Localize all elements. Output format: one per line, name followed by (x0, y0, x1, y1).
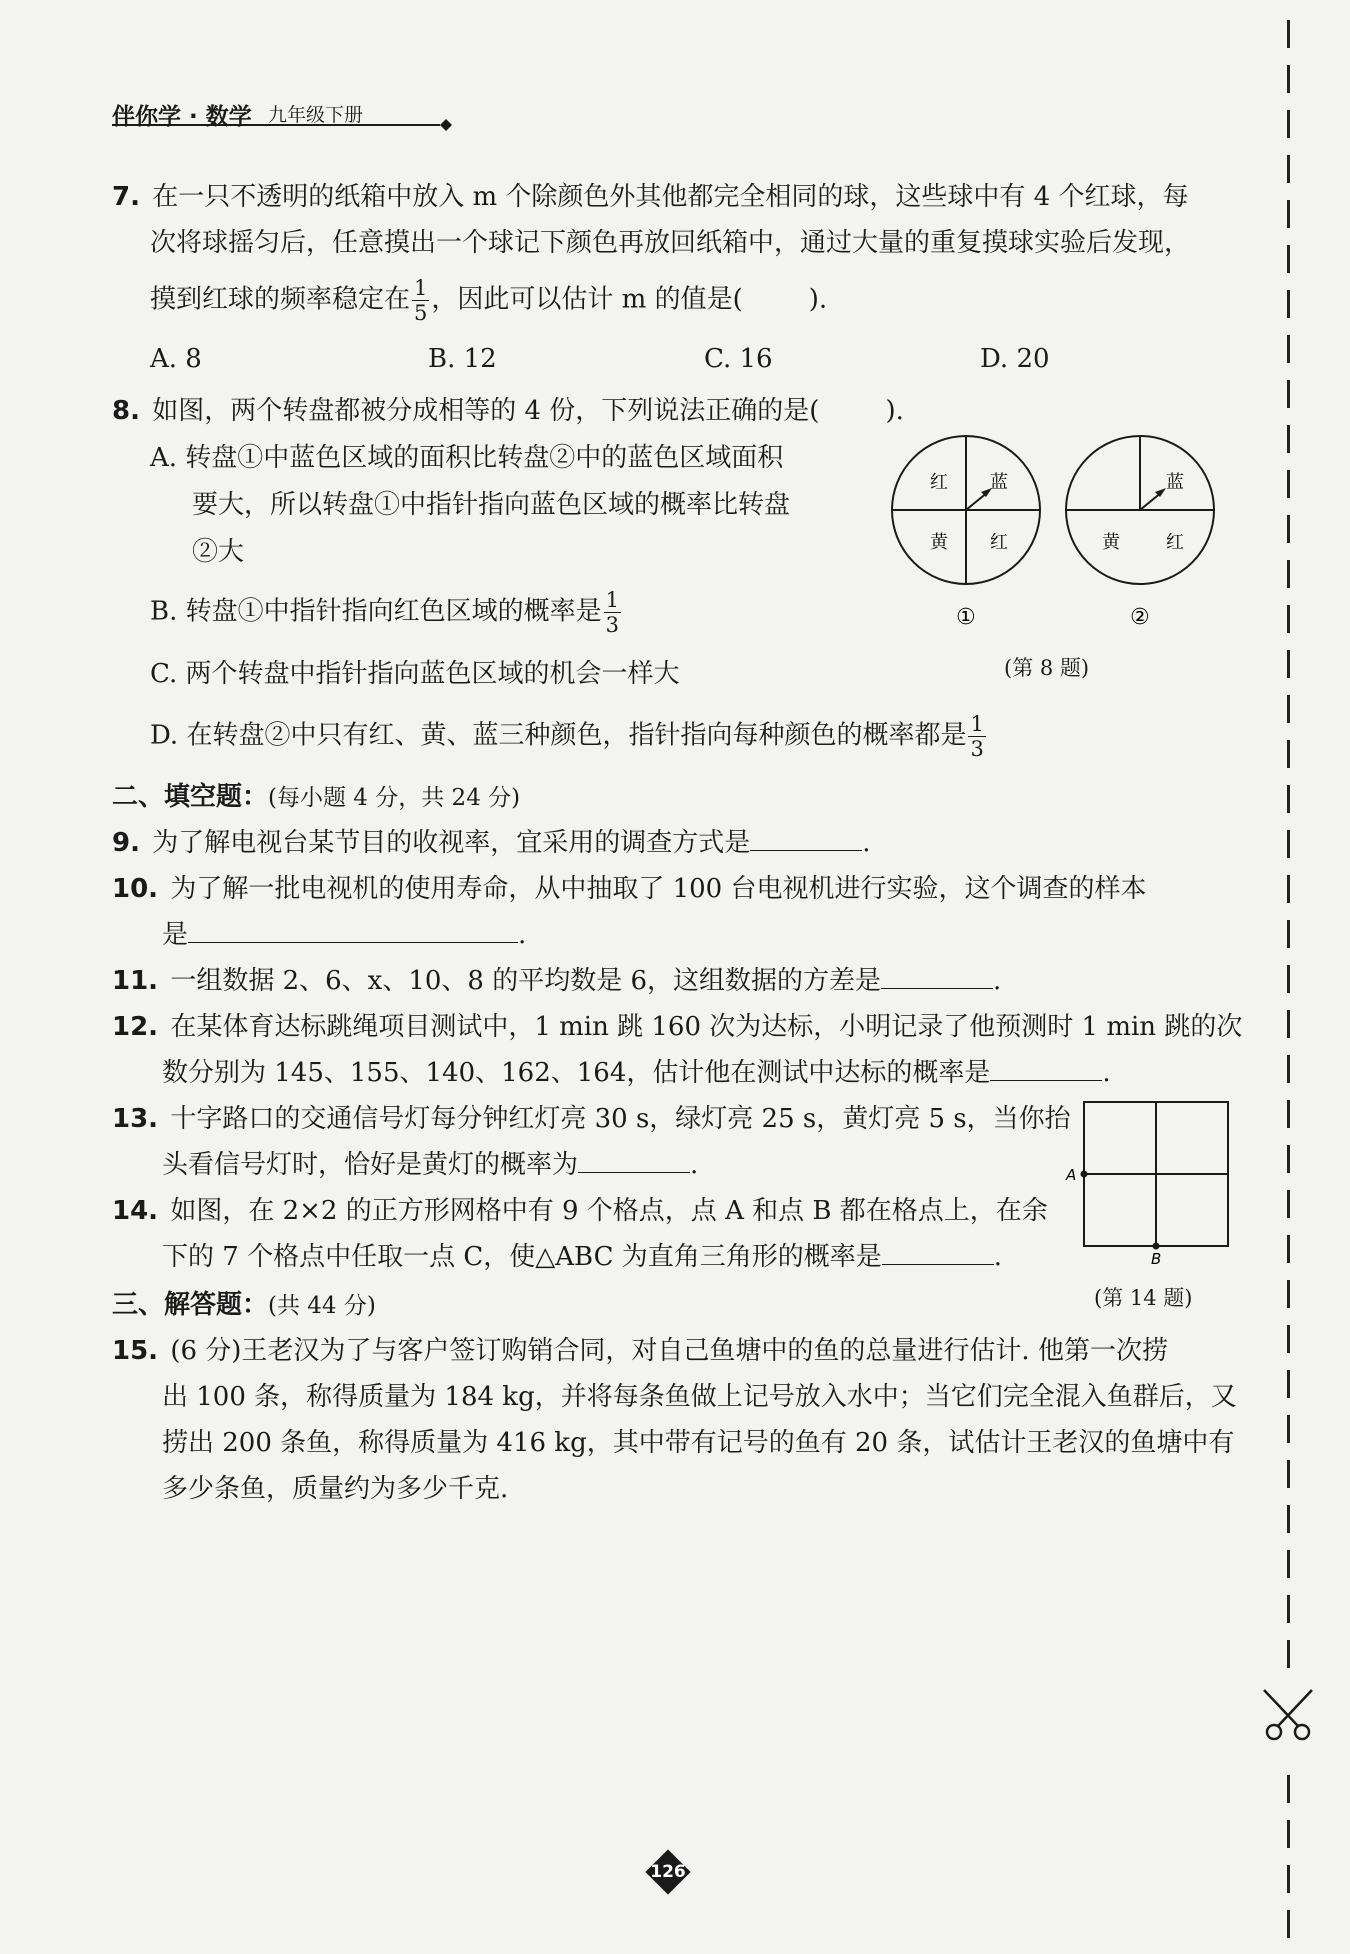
cut-line-segment (1287, 1010, 1290, 1038)
question-number: 14. (112, 1196, 159, 1226)
question-7-line-1: 7. 在一只不透明的纸箱中放入 m 个除颜色外其他都完全相同的球，这些球中有 4 个红球，每 (112, 182, 1189, 212)
question-13-line-2: 头看信号灯时，恰好是黄灯的概率为 . (162, 1144, 698, 1181)
book-title: 伴你学 · 数学 (112, 104, 252, 130)
answer-blank[interactable] (881, 962, 993, 989)
cut-line-segment (1287, 1460, 1290, 1488)
q8-option-a-line-2: 要大，所以转盘①中指针指向蓝色区域的概率比转盘 (192, 490, 791, 520)
cut-line-segment (1287, 1145, 1290, 1173)
question-15-line-1: 15. (6 分)王老汉为了与客户签订购销合同，对自己鱼塘中的鱼的总量进行估计. 他第一次捞 (112, 1336, 1168, 1366)
cut-line-segment (1287, 515, 1290, 543)
spinner-2-caption: ② (1130, 605, 1150, 630)
q7-option-d: D. 20 (980, 344, 1050, 374)
cut-line-segment (1287, 380, 1290, 408)
point-a (1081, 1171, 1088, 1178)
cut-line-segment (1287, 20, 1290, 48)
cut-line-segment (1287, 875, 1290, 903)
cut-line-segment (1287, 1640, 1290, 1668)
cut-line-segment (1287, 1100, 1290, 1128)
cut-line-segment (1287, 920, 1290, 948)
spinner-1-label-bottom-left: 黄 (930, 532, 948, 553)
cut-line-segment (1287, 1505, 1290, 1533)
spinner-2 (1066, 436, 1214, 584)
question-9: 9. 为了解电视台某节目的收视率，宜采用的调查方式是 . (112, 822, 871, 859)
header-underline (112, 118, 452, 134)
spinner-2-label-bottom-left: 黄 (1102, 532, 1120, 553)
spinner-1-label-top-right: 蓝 (990, 472, 1008, 493)
q8-option-a-line-3: ②大 (192, 537, 245, 567)
point-a-label: A (1066, 1166, 1077, 1184)
cut-line-segment (1287, 1910, 1290, 1938)
page-number: 126 (650, 1862, 686, 1882)
cut-line-segment (1287, 425, 1290, 453)
fraction: $\frac{1}{3}$ (605, 588, 620, 638)
question-number: 9. (112, 828, 140, 858)
question-13-line-1: 13. 十字路口的交通信号灯每分钟红灯亮 30 s，绿灯亮 25 s，黄灯亮 5 s，当你抬 (112, 1104, 1071, 1134)
question-15-line-3: 捞出 200 条鱼，称得质量为 416 kg，其中带有记号的鱼有 20 条，试估计王老汉的鱼塘中有 (162, 1428, 1235, 1458)
question-10-line-2: 是 . (162, 914, 526, 951)
cut-line-segment (1287, 650, 1290, 678)
cut-line-segment (1287, 200, 1290, 228)
spinner-2-label-bottom-right: 红 (1166, 532, 1184, 553)
q7-option-b: B. 12 (428, 344, 497, 374)
cut-line-segment (1287, 740, 1290, 768)
question-11: 11. 一组数据 2、6、x、10、8 的平均数是 6，这组数据的方差是 . (112, 960, 1001, 997)
grid-figure (1058, 1096, 1238, 1266)
q8-option-a-line-1: A. 转盘①中蓝色区域的面积比转盘②中的蓝色区域面积 (150, 443, 784, 473)
section-3-heading: 三、解答题：(共 44 分) (112, 1290, 376, 1320)
cut-line-segment (1287, 1595, 1290, 1623)
cut-line-segment (1287, 1370, 1290, 1398)
question-14-line-2: 下的 7 个格点中任取一点 C，使△ABC 为直角三角形的概率是 . (162, 1236, 1002, 1273)
question-10-line-1: 10. 为了解一批电视机的使用寿命，从中抽取了 100 台电视机进行实验，这个调查的样本 (112, 874, 1147, 904)
cut-line-segment (1287, 1415, 1290, 1443)
answer-blank[interactable] (990, 1054, 1102, 1081)
cut-line-segment (1287, 1820, 1290, 1848)
question-number: 13. (112, 1104, 159, 1134)
answer-blank[interactable] (750, 824, 862, 851)
question-12-line-2: 数分别为 145、155、140、162、164，估计他在测试中达标的概率是 . (162, 1052, 1111, 1089)
q8-option-d: D. 在转盘②中只有红、黄、蓝三种颜色，指针指向每种颜色的概率都是 $\frac{1}{3}$ (150, 712, 984, 762)
answer-blank[interactable] (882, 1238, 994, 1265)
fraction: $\frac{1}{3}$ (970, 712, 984, 762)
question-7-line-3: 摸到红球的频率稳定在 $\frac{1}{5}$ ，因此可以估计 m 的值是( ). (150, 276, 828, 326)
cut-line-segment (1287, 1190, 1290, 1218)
answer-blank[interactable] (578, 1146, 690, 1173)
section-2-heading: 二、填空题：(每小题 4 分，共 24 分) (112, 782, 521, 812)
cut-line-segment (1287, 1325, 1290, 1353)
cut-line-segment (1287, 155, 1290, 183)
spinner-1-caption: ① (956, 605, 976, 630)
grade-label: 九年级下册 (268, 104, 364, 126)
question-8-stem: 8. 如图，两个转盘都被分成相等的 4 份，下列说法正确的是( ). (112, 396, 904, 426)
figure-14-caption: (第 14 题) (1094, 1286, 1193, 1310)
question-15-line-4: 多少条鱼，质量约为多少千克. (162, 1474, 509, 1504)
q7-option-a: A. 8 (150, 344, 202, 374)
question-12-line-1: 12. 在某体育达标跳绳项目测试中，1 min 跳 160 次为达标，小明记录了他预测时 1 min 跳的次 (112, 1012, 1243, 1042)
cut-line-segment (1287, 965, 1290, 993)
page-number-badge (646, 1850, 690, 1894)
cut-line-segment (1287, 560, 1290, 588)
cut-line-segment (1287, 785, 1290, 813)
cut-line-segment (1287, 1775, 1290, 1803)
cut-line-segment (1287, 1550, 1290, 1578)
cut-line-segment (1287, 65, 1290, 93)
point-b (1153, 1243, 1160, 1250)
question-number: 8. (112, 396, 140, 426)
q8-option-c: C. 两个转盘中指针指向蓝色区域的机会一样大 (150, 659, 680, 689)
answer-blank[interactable] (188, 916, 518, 943)
cut-line-segment (1287, 245, 1290, 273)
scissors-icon (1256, 1686, 1320, 1742)
cut-line-segment (1287, 830, 1290, 858)
figure-8-caption: (第 8 题) (1004, 656, 1090, 680)
q7-option-c: C. 16 (704, 344, 773, 374)
question-15-line-2: 出 100 条，称得质量为 184 kg，并将每条鱼做上记号放入水中；当它们完全混入鱼群后，又 (162, 1382, 1237, 1412)
cut-line-segment (1287, 335, 1290, 363)
fraction: $\frac{1}{5}$ (414, 276, 428, 326)
question-7-line-2: 次将球摇匀后，任意摸出一个球记下颜色再放回纸箱中，通过大量的重复摸球实验后发现， (150, 228, 1191, 258)
question-14-line-1: 14. 如图，在 2×2 的正方形网格中有 9 个格点，点 A 和点 B 都在格点上，在余 (112, 1196, 1048, 1226)
cut-line-segment (1287, 1865, 1290, 1893)
spinner-2-label-top-right: 蓝 (1166, 472, 1184, 493)
cut-line-segment (1287, 290, 1290, 318)
cut-line-segment (1287, 695, 1290, 723)
question-number: 11. (112, 966, 159, 996)
point-b-label: B (1151, 1250, 1162, 1266)
cut-line-segment (1287, 1055, 1290, 1083)
q8-option-b: B. 转盘①中指针指向红色区域的概率是 $\frac{1}{3}$ (150, 588, 620, 638)
cut-line-segment (1287, 470, 1290, 498)
spinner-1 (892, 436, 1040, 584)
cut-line-segment (1287, 110, 1290, 138)
spinner-figure (880, 430, 1230, 680)
spinner-1-label-bottom-right: 红 (990, 532, 1008, 553)
question-number: 15. (112, 1336, 159, 1366)
question-number: 10. (112, 874, 159, 904)
cut-line-segment (1287, 605, 1290, 633)
spinner-1-label-top-left: 红 (930, 472, 948, 493)
question-number: 12. (112, 1012, 159, 1042)
question-number: 7. (112, 182, 140, 212)
cut-line-segment (1287, 1235, 1290, 1263)
cut-line-segment (1287, 1280, 1290, 1308)
